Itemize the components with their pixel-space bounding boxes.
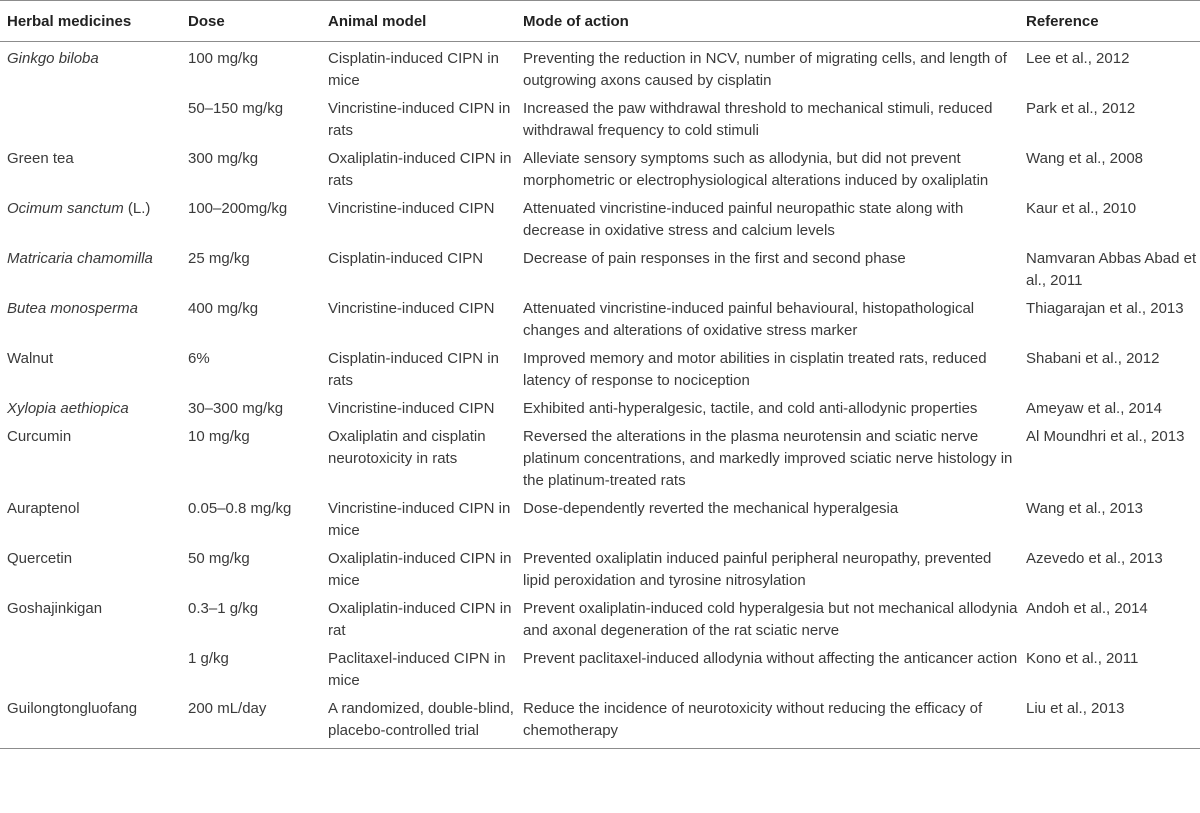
table-row [0,342,1200,392]
mode-of-action-cell: Preventing the reduction in NCV, number of migrating cells, and length of outgrowing axons caused by cisplatin [523,50,1007,89]
herb-cell [0,142,181,192]
animal-model-cell: Oxaliplatin-induced CIPN in rats [328,150,512,189]
mode-of-action-cell: Reversed the alterations in the plasma neurotensin and sciatic nerve platinum concentrations, and markedly improved sciatic nerve histology in the platinum-treated rats [523,428,1013,489]
herb-name: Goshajinkigan [7,600,103,617]
animal-model-cell: Vincristine-induced CIPN in mice [328,500,511,539]
herb-name: Ginkgo biloba [7,50,99,67]
herb-name: Green tea [7,150,74,167]
herb-cell [0,492,181,542]
table-row [0,42,1200,93]
dose-cell: 50–150 mg/kg [188,100,284,117]
mode-of-action-cell: Increased the paw withdrawal threshold to mechanical stimuli, reduced withdrawal frequency to cold stimuli [523,100,993,139]
reference-cell: Park et al., 2012 [1026,100,1136,117]
table-row [0,242,1200,292]
dose-cell: 200 mL/day [188,700,267,717]
mode-of-action-cell: Attenuated vincristine-induced painful neuropathic state along with decrease in oxidative stress and calcium levels [523,200,964,239]
reference-cell: Wang et al., 2013 [1026,500,1144,517]
herb-cell [0,392,181,420]
reference-cell: Lee et al., 2012 [1026,50,1130,67]
reference-cell: Andoh et al., 2014 [1026,600,1148,617]
animal-model-cell: Cisplatin-induced CIPN [328,250,484,267]
herb-cell [0,420,181,492]
animal-model-cell: Oxaliplatin-induced CIPN in mice [328,550,512,589]
herb-cell [0,542,181,592]
dose-cell: 6% [188,350,210,367]
dose-cell: 400 mg/kg [188,300,259,317]
mode-of-action-cell: Reduce the incidence of neurotoxicity without reducing the efficacy of chemotherapy [523,700,983,739]
table-row [0,292,1200,342]
table-row [0,392,1200,420]
header-dose: Dose [188,12,225,30]
herb-name: Xylopia aethiopica [7,400,129,417]
dose-cell: 0.05–0.8 mg/kg [188,500,292,517]
mode-of-action-cell: Exhibited anti-hyperalgesic, tactile, and cold anti-allodynic properties [523,400,978,417]
header-row [0,1,1200,42]
animal-model-cell: Cisplatin-induced CIPN in mice [328,50,499,89]
animal-model-cell: Vincristine-induced CIPN [328,400,495,417]
reference-cell: Shabani et al., 2012 [1026,350,1160,367]
animal-model-cell: Vincristine-induced CIPN [328,200,495,217]
dose-cell: 50 mg/kg [188,550,250,567]
herb-name: Quercetin [7,550,73,567]
header-reference: Reference [1026,12,1099,30]
herb-cell [0,242,181,292]
dose-cell: 25 mg/kg [188,250,250,267]
table-row [0,492,1200,542]
animal-model-cell: Oxaliplatin-induced CIPN in rat [328,600,512,639]
mode-of-action-cell: Improved memory and motor abilities in cisplatin treated rats, reduced latency of response to nociception [523,350,987,389]
mode-of-action-cell: Prevented oxaliplatin induced painful peripheral neuropathy, prevented lipid peroxidation and tyrosine nitrosylation [523,550,992,589]
herb-name: Ocimum sanctum [7,200,124,217]
dose-cell: 30–300 mg/kg [188,400,284,417]
header-animal-model: Animal model [328,12,427,30]
mode-of-action-cell: Alleviate sensory symptoms such as allodynia, but did not prevent morphometric or electrophysiological alterations induced by oxaliplatin [523,150,989,189]
header-mode-of-action: Mode of action [523,12,629,30]
mode-of-action-cell: Attenuated vincristine-induced painful behavioural, histopathological changes and alterations of oxidative stress marker [523,300,975,339]
herb-name: Auraptenol [7,500,80,517]
reference-cell: Kono et al., 2011 [1026,650,1139,667]
animal-model-cell: Vincristine-induced CIPN in rats [328,100,511,139]
animal-model-cell: Oxaliplatin and cisplatin neurotoxicity in rats [328,428,486,467]
reference-cell: Thiagarajan et al., 2013 [1026,300,1184,317]
herb-name-suffix: (L.) [123,200,151,217]
reference-cell: Kaur et al., 2010 [1026,200,1137,217]
reference-cell: Liu et al., 2013 [1026,700,1125,717]
dose-cell: 10 mg/kg [188,428,250,445]
table-row [0,692,1200,749]
table-row [0,142,1200,192]
animal-model-cell: Vincristine-induced CIPN [328,300,495,317]
dose-cell: 100–200mg/kg [188,200,288,217]
mode-of-action-cell: Decrease of pain responses in the first and second phase [523,250,906,267]
animal-model-cell: A randomized, double-blind, placebo-controlled trial [328,700,514,739]
herb-name: Guilongtongluofang [7,700,138,717]
herb-cell [0,592,181,642]
herb-name: Matricaria chamomilla [7,250,153,267]
herb-name: Butea monosperma [7,300,138,317]
herb-cell [0,692,181,749]
animal-model-cell: Cisplatin-induced CIPN in rats [328,350,499,389]
mode-of-action-cell: Prevent oxaliplatin-induced cold hyperalgesia but not mechanical allodynia and axonal degeneration of the rat sciatic nerve [523,600,1018,639]
herb-cell [0,92,181,142]
mode-of-action-cell: Prevent paclitaxel-induced allodynia without affecting the anticancer action [523,650,1018,667]
table-row [0,592,1200,642]
table-row [0,92,1200,142]
reference-cell: Namvaran Abbas Abad et al., 2011 [1026,250,1197,289]
table-row [0,192,1200,242]
mode-of-action-cell: Dose-dependently reverted the mechanical hyperalgesia [523,500,899,517]
reference-cell: Azevedo et al., 2013 [1026,550,1163,567]
reference-cell: Wang et al., 2008 [1026,150,1144,167]
table-row [0,542,1200,592]
herb-cell [0,642,181,692]
dose-cell: 0.3–1 g/kg [188,600,259,617]
herb-cell [0,42,181,93]
herb-cell [0,342,181,392]
table-row [0,420,1200,492]
reference-cell: Al Moundhri et al., 2013 [1026,428,1185,445]
dose-cell: 1 g/kg [188,650,229,667]
herb-cell [0,292,181,342]
dose-cell: 100 mg/kg [188,50,259,67]
herb-name: Walnut [7,350,54,367]
animal-model-cell: Paclitaxel-induced CIPN in mice [328,650,506,689]
table-row [0,642,1200,692]
herb-name: Curcumin [7,428,72,445]
reference-cell: Ameyaw et al., 2014 [1026,400,1162,417]
header-herbal-medicines: Herbal medicines [7,12,132,30]
herb-cell [0,192,181,242]
dose-cell: 300 mg/kg [188,150,259,167]
